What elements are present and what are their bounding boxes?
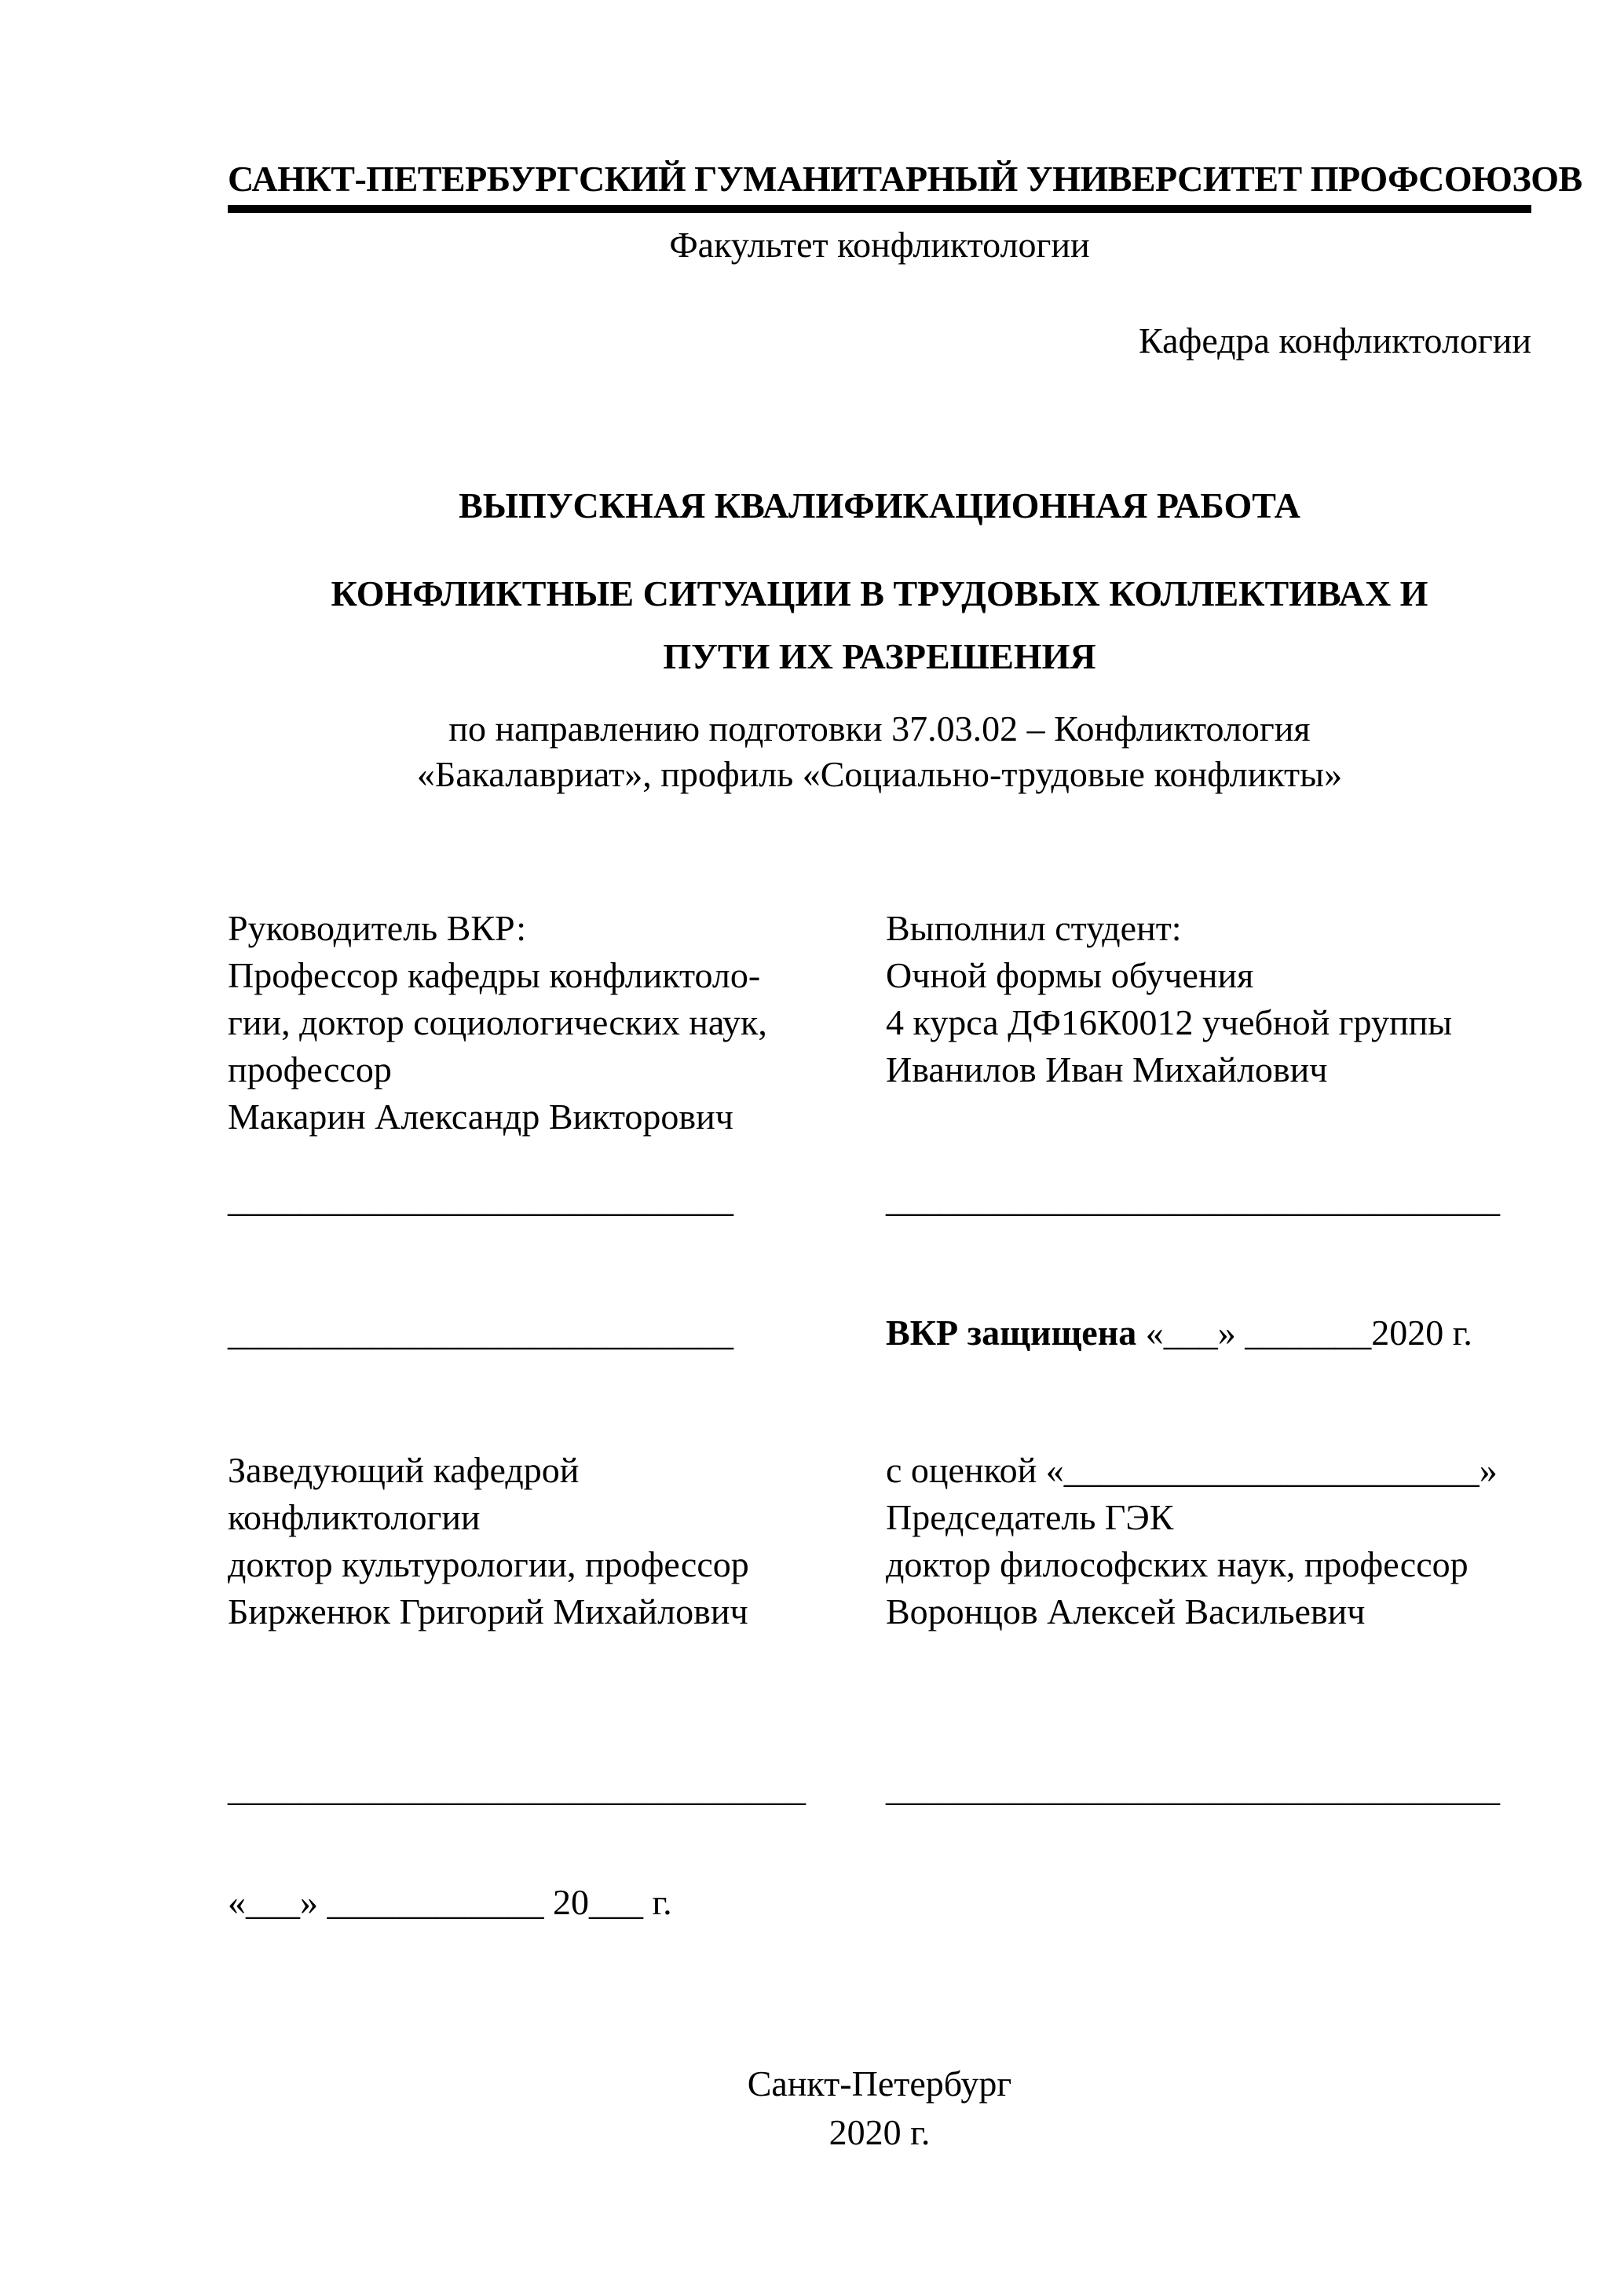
footer <box>228 2060 1531 2157</box>
student-signature-line: __________________________________ <box>886 1179 1500 1219</box>
text-line: конфликтологии <box>228 1497 481 1537</box>
university-name: САНКТ-ПЕТЕРБУРГСКИЙ ГУМАНИТАРНЫЙ УНИВЕРСИТЕТ ПРОФСОЮЗОВ <box>228 159 1531 213</box>
right-column <box>886 905 1531 1926</box>
footer-year: 2020 г. <box>828 2112 931 2152</box>
supervisor-signature-line-2: ____________________________ <box>228 1313 733 1353</box>
text-line: с оценкой «_______________________» <box>886 1450 1498 1490</box>
text-line: Макарин Александр Викторович <box>228 1097 733 1137</box>
text-line: Руководитель ВКР: <box>228 908 527 948</box>
defense-status-line <box>886 1309 1531 1357</box>
supervisor-block <box>228 905 886 1141</box>
left-column <box>228 905 886 1926</box>
text-line: Бирженюк Григорий Михайлович <box>228 1591 748 1631</box>
faculty-line: Факультет конфликтологии <box>669 225 1090 265</box>
program-line: по направлению подготовки 37.03.02 – Конфликтология <box>448 709 1311 749</box>
two-column-area <box>228 905 1531 1926</box>
text-line: Заведующий кафедрой <box>228 1450 580 1490</box>
department-head-signature-line: ________________________________ <box>228 1768 806 1808</box>
text-line: Иванилов Иван Михайлович <box>886 1049 1328 1089</box>
gek-signature-line: __________________________________ <box>886 1768 1500 1808</box>
text-line: доктор философских наук, профессор <box>886 1544 1469 1584</box>
text-line: 4 курса ДФ16К0012 учебной группы <box>886 1002 1453 1042</box>
text-line: Воронцов Алексей Васильевич <box>886 1591 1366 1631</box>
department-head-block <box>228 1447 886 1635</box>
profile-line: «Бакалавриат», профиль «Социально-трудовые конфликты» <box>416 754 1343 794</box>
work-type-title: ВЫПУСКНАЯ КВАЛИФИКАЦИОННАЯ РАБОТА <box>459 485 1300 525</box>
gek-chair-block <box>886 1447 1531 1635</box>
thesis-title-line-1: КОНФЛИКТНЫЕ СИТУАЦИИ В ТРУДОВЫХ КОЛЛЕКТИВАХ И <box>331 573 1428 613</box>
defense-rest: «___» _______2020 г. <box>1136 1313 1472 1353</box>
spacer <box>886 1093 1531 1141</box>
thesis-title-line-2: ПУТИ ИХ РАЗРЕШЕНИЯ <box>663 636 1096 676</box>
supervisor-signature-line: ____________________________ <box>228 1179 733 1219</box>
text-line: Выполнил студент: <box>886 908 1182 948</box>
text-line: доктор культурологии, профессор <box>228 1544 749 1584</box>
student-block <box>886 905 1531 1093</box>
text-line: профессор <box>228 1049 392 1089</box>
text-line: гии, доктор социологических наук, <box>228 1002 767 1042</box>
text-line: Очной формы обучения <box>886 955 1254 995</box>
text-line: Председатель ГЭК <box>886 1497 1174 1537</box>
defense-bold-label: ВКР защищена <box>886 1313 1137 1353</box>
footer-city: Санкт-Петербург <box>747 2063 1012 2104</box>
department-line: Кафедра конфликтологии <box>1139 320 1531 361</box>
date-line: «___» ____________ 20___ г. <box>228 1882 672 1922</box>
text-line: Профессор кафедры конфликтоло- <box>228 955 761 995</box>
